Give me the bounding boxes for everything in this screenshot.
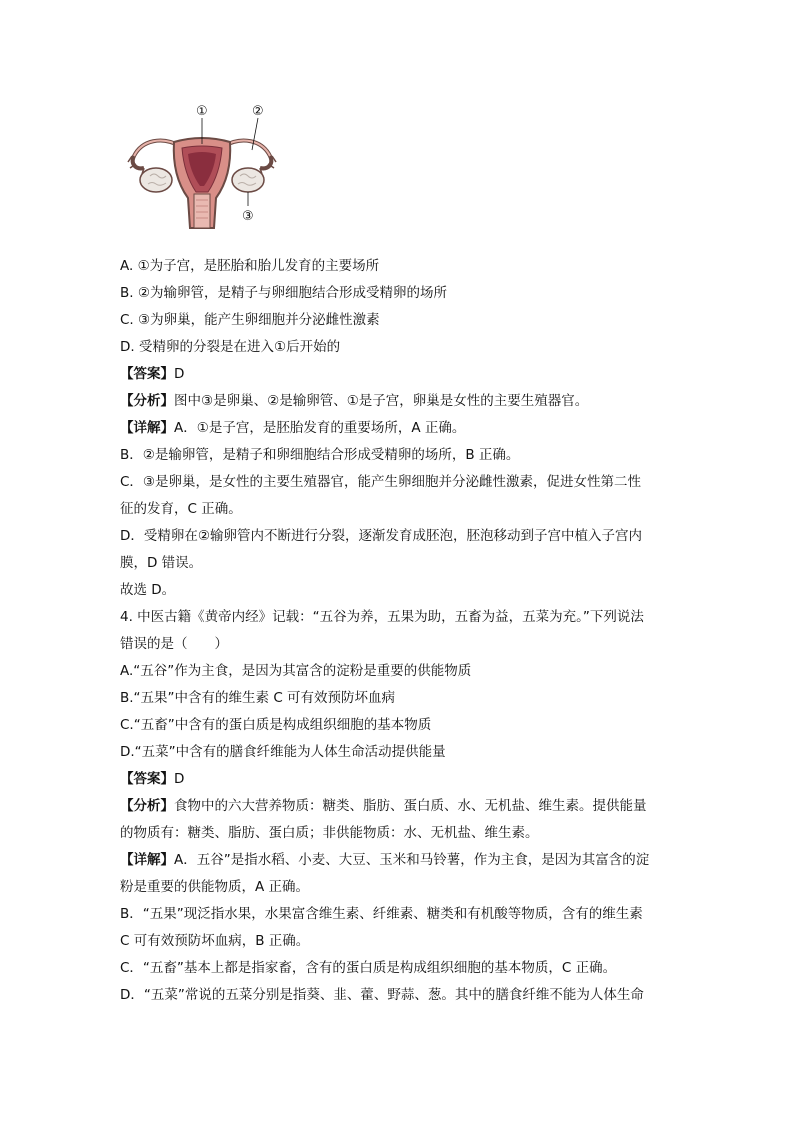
q3-detail-d2: 膜，D 错误。	[120, 555, 203, 571]
answer-value: D	[174, 771, 185, 787]
q4-analysis-line1	[120, 797, 647, 816]
q4-detail-c: C．“五畜”基本上都是指家畜，含有的蛋白质是构成组织细胞的基本物质，C 正确。	[120, 960, 617, 976]
q4-detail-b2: C 可有效预防坏血病，B 正确。	[120, 933, 310, 949]
figure-label-3: ③	[242, 209, 254, 224]
q3-detail-a	[120, 419, 465, 438]
detail-tag: 【详解】	[120, 852, 174, 868]
q4-detail-d: D．“五菜”常说的五菜分别是指葵、韭、藿、野蒜、葱。其中的膳食纤维不能为人体生命	[120, 987, 644, 1003]
q3-analysis	[120, 392, 588, 411]
q3-detail-c1: C．③是卵巢，是女性的主要生殖器官，能产生卵细胞并分泌雌性激素，促进女性第二性	[120, 474, 642, 490]
q3-detail-b: B．②是输卵管，是精子和卵细胞结合形成受精卵的场所，B 正确。	[120, 447, 520, 463]
uterus-diagram	[122, 98, 282, 243]
answer-tag: 【答案】	[120, 366, 174, 382]
answer-value: D	[174, 366, 185, 382]
q3-answer	[120, 365, 184, 384]
analysis-tag: 【分析】	[120, 393, 174, 409]
q3-option-c: C. ③为卵巢，能产生卵细胞并分泌雌性激素	[120, 312, 380, 328]
q4-option-d: D.“五菜”中含有的膳食纤维能为人体生命活动提供能量	[120, 744, 446, 760]
q4-answer	[120, 770, 184, 789]
detail-tag: 【详解】	[120, 420, 174, 436]
analysis-text: 图中③是卵巢、②是输卵管、①是子宫，卵巢是女性的主要生殖器官。	[174, 393, 589, 409]
q4-option-b: B.“五果”中含有的维生素 C 可有效预防坏血病	[120, 690, 396, 706]
q3-option-a: A. ①为子宫，是胚胎和胎儿发育的主要场所	[120, 258, 380, 274]
detail-text: A．①是子宫，是胚胎发育的重要场所，A 正确。	[174, 420, 466, 436]
ovary-left	[140, 168, 172, 192]
detail-text: A．五谷”是指水稻、小麦、大豆、玉米和马铃薯，作为主食，是因为其富含的淀	[174, 852, 650, 868]
q3-option-b: B. ②为输卵管，是精子与卵细胞结合形成受精卵的场所	[120, 285, 447, 301]
q3-detail-d1: D．受精卵在②输卵管内不断进行分裂，逐渐发育成胚泡，胚泡移动到子宫中植入子宫内	[120, 528, 642, 544]
q4-stem-line1: 4. 中医古籍《黄帝内经》记载：“五谷为养，五果为助，五畜为益，五菜为充。”下列说法	[120, 609, 644, 625]
q4-detail-a2: 粉是重要的供能物质，A 正确。	[120, 879, 310, 895]
analysis-tag: 【分析】	[120, 798, 174, 814]
q3-conclusion: 故选 D。	[120, 582, 176, 598]
q3-detail-c2: 征的发育，C 正确。	[120, 501, 242, 517]
answer-tag: 【答案】	[120, 771, 174, 787]
q4-stem-line2: 错误的是（ ）	[120, 636, 228, 652]
ovary-right	[232, 168, 264, 192]
q4-detail-a1	[120, 851, 649, 870]
q4-detail-b1: B．“五果”现泛指水果，水果富含维生素、纤维素、糖类和有机酸等物质，含有的维生素	[120, 906, 643, 922]
q4-option-a: A.“五谷”作为主食，是因为其富含的淀粉是重要的供能物质	[120, 663, 472, 679]
q4-option-c: C.“五畜”中含有的蛋白质是构成组织细胞的基本物质	[120, 717, 432, 733]
q3-option-d: D. 受精卵的分裂是在进入①后开始的	[120, 339, 341, 355]
q4-analysis-line2: 的物质有：糖类、脂肪、蛋白质；非供能物质：水、无机盐、维生素。	[120, 825, 539, 841]
analysis-text: 食物中的六大营养物质：糖类、脂肪、蛋白质、水、无机盐、维生素。提供能量	[174, 798, 647, 814]
figure-label-2: ②	[252, 104, 264, 119]
figure-label-1: ①	[196, 104, 208, 119]
